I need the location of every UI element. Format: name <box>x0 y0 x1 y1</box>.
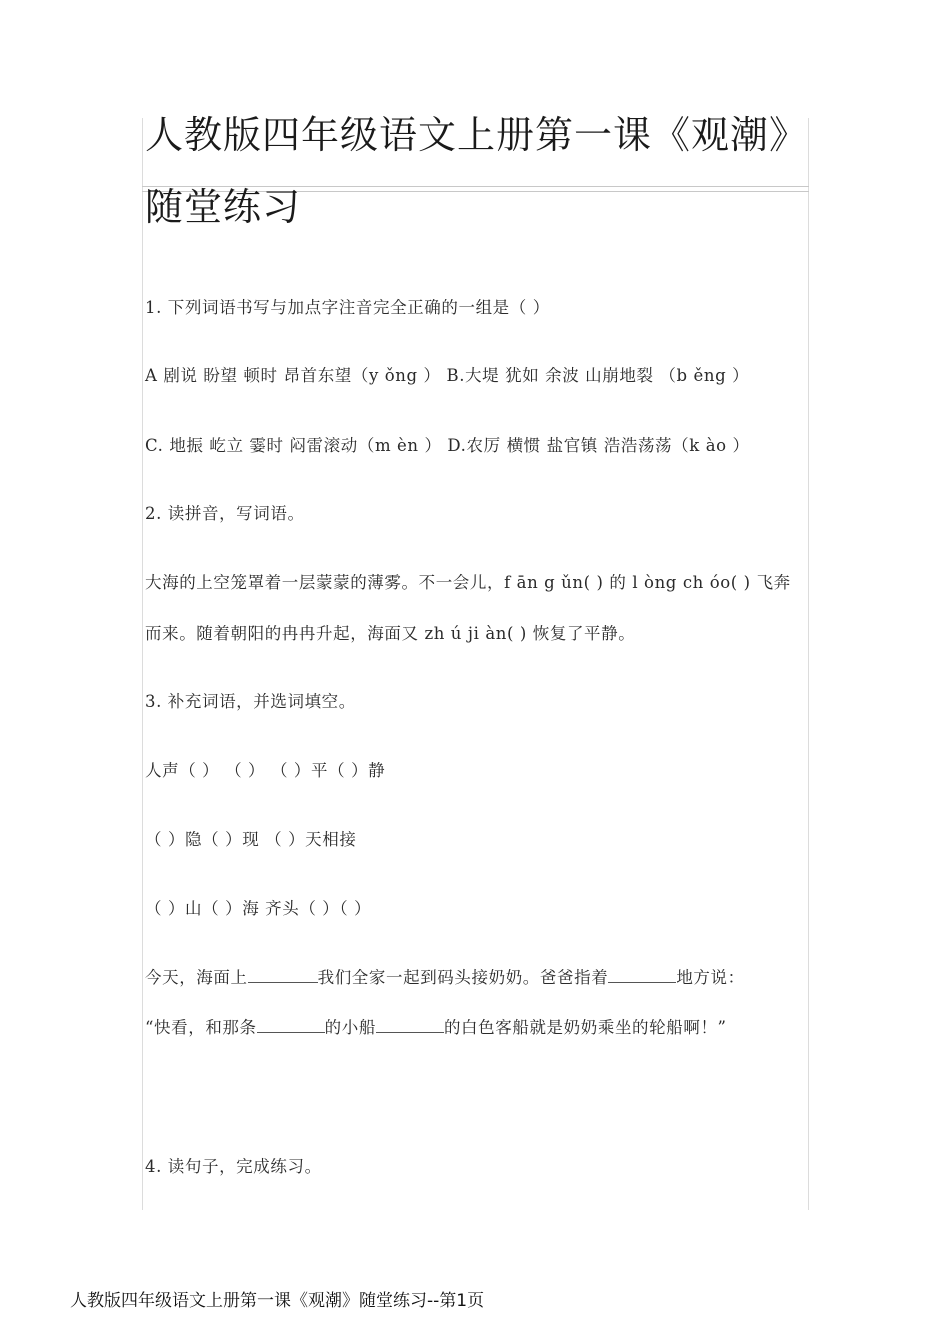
answer-blank[interactable] <box>257 1018 325 1033</box>
question-2-passage-line1: 大海的上空笼罩着一层蒙蒙的薄雾。不一会儿，f ān g ǔn( ) 的 l òng ch óo( ) 飞奔 <box>145 573 791 592</box>
sentence-text: 今天，海面上 <box>145 968 248 987</box>
question-3-words-row3: （ ）山（ ）海 齐头（ ）（ ） <box>145 899 372 918</box>
answer-blank[interactable] <box>248 968 318 983</box>
page-footer: 人教版四年级语文上册第一课《观潮》随堂练习--第1页 <box>70 1291 485 1311</box>
sentence-text: 我们全家一起到码头接奶奶。爸爸指着 <box>317 968 609 987</box>
question-2-passage-line2: 而来。随着朝阳的冉冉升起，海面又 zh ú ji àn( ) 恢复了平静。 <box>145 624 636 643</box>
page-border-left <box>142 118 143 1210</box>
answer-blank[interactable] <box>376 1018 444 1033</box>
question-3-fill-sentence-line1 <box>145 964 810 988</box>
page-border-right <box>808 118 809 1210</box>
question-1-options-ab: A 剧说 盼望 顿时 昂首东望（y ǒng ） B.大堤 犹如 余波 山崩地裂 （b ěng ） <box>145 366 750 385</box>
question-1-options-cd: C. 地振 屹立 霎时 闷雷滚动（m èn ） D.农厉 横惯 盐官镇 浩浩荡荡（k ào ） <box>145 436 750 455</box>
sentence-text: 的小船 <box>324 1018 376 1037</box>
question-2-stem: 2. 读拼音，写词语。 <box>145 504 305 523</box>
document-title-line1: 人教版四年级语文上册第一课《观潮》 <box>145 113 809 157</box>
sentence-text: 的白色客船就是奶奶乘坐的轮船啊！” <box>443 1018 727 1037</box>
sentence-text: “快看，和那条 <box>145 1018 257 1037</box>
question-4-stem: 4. 读句子，完成练习。 <box>145 1157 322 1176</box>
answer-blank[interactable] <box>608 968 676 983</box>
sentence-text: 地方说： <box>676 968 745 987</box>
question-3-stem: 3. 补充词语，并选词填空。 <box>145 692 356 711</box>
question-1-stem: 1. 下列词语书写与加点字注音完全正确的一组是（ ） <box>145 298 550 317</box>
question-3-words-row1: 人声（ ） （ ） （ ）平（ ）静 <box>145 761 386 780</box>
question-3-fill-sentence-line2 <box>145 1014 810 1038</box>
document-title-line2: 随堂练习 <box>145 185 302 229</box>
question-3-words-row2: （ ）隐（ ）现 （ ）天相接 <box>145 830 357 849</box>
